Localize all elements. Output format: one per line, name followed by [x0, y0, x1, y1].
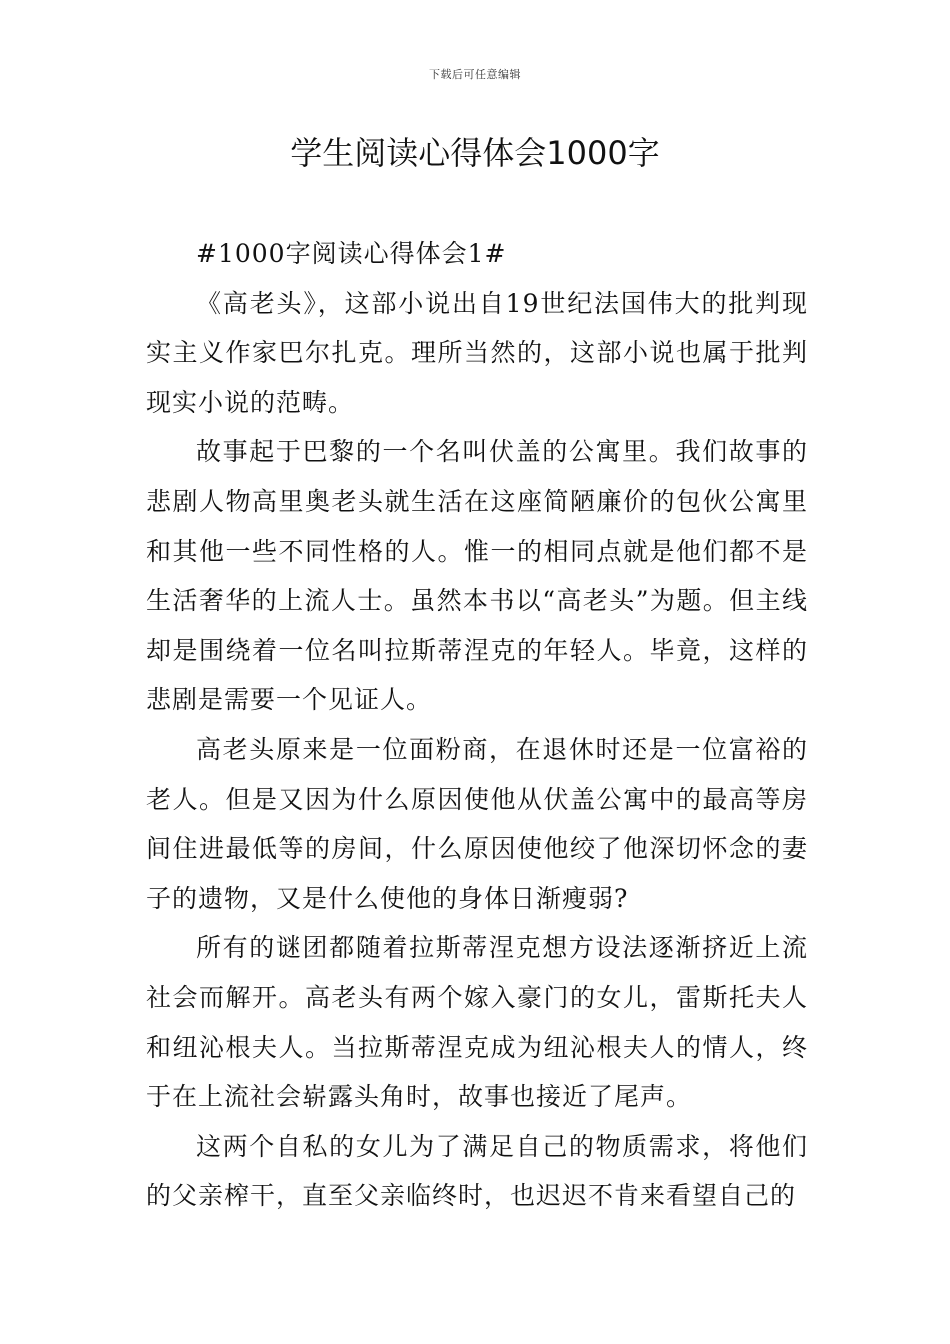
- document-body: [146, 229, 808, 1221]
- section-heading: #1000字阅读心得体会1#: [196, 239, 507, 268]
- paragraph-4: 所有的谜团都随着拉斯蒂涅克想方设法逐渐挤近上流社会而解开。高老头有两个嫁入豪门的女儿，雷斯托夫人和纽沁根夫人。当拉斯蒂涅克成为纽沁根夫人的情人，终于在上流社会崭露头角时，故事也接近了尾声。: [146, 933, 808, 1112]
- header-note: 下载后可任意编辑: [429, 68, 521, 81]
- paragraph-2: 故事起于巴黎的一个名叫伏盖的公寓里。我们故事的悲剧人物高里奥老头就生活在这座简陋廉价的包伙公寓里和其他一些不同性格的人。惟一的相同点就是他们都不是生活奢华的上流人士。虽然本书以“高老头”为题。但主线却是围绕着一位名叫拉斯蒂涅克的年轻人。毕竟，这样的悲剧是需要一个见证人。: [146, 437, 808, 715]
- paragraph-1: 《高老头》，这部小说出自19世纪法国伟大的批判现实主义作家巴尔扎克。理所当然的，这部小说也属于批判现实小说的范畴。: [146, 288, 808, 417]
- paragraph-5: 这两个自私的女儿为了满足自己的物质需求，将他们的父亲榨干，直至父亲临终时，也迟迟不肯来看望自己的: [146, 1131, 808, 1211]
- document-title: 学生阅读心得体会1000字: [290, 134, 660, 172]
- paragraph-3: 高老头原来是一位面粉商，在退休时还是一位富裕的老人。但是又因为什么原因使他从伏盖公寓中的最高等房间住进最低等的房间，什么原因使他绞了他深切怀念的妻子的遗物，又是什么使他的身体日渐瘦弱?: [146, 734, 808, 913]
